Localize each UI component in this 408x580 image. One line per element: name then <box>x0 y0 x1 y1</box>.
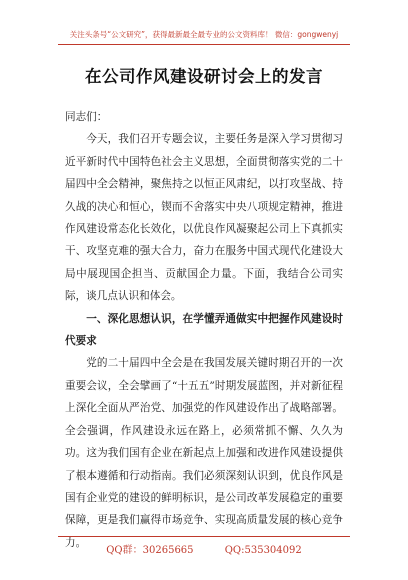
document-title: 在公司作风建设研讨会上的发言 <box>85 67 323 86</box>
section-heading-1: 一、深化思想认识，在学懂弄通做实中把握作风建设时代要求 <box>65 312 343 348</box>
footer-divider <box>58 536 350 537</box>
intro-paragraph: 今天，我们召开专题会议，主要任务是深入学习贯彻习近平新时代中国特色社会主义思想，全面贯彻落实党的二十届四中全会精神，聚焦持之以恒正风肃纪，以打攻坚战、持久战的决心和恒心，锲而不舍落实中央八项规定精神，推进作风建设常态化长效化，以优良作风凝聚起公司上下真抓实干、攻坚克难的强大合力，奋力在服务中国式现代化建设大局中展现国企担当、贡献国企力量。下面，我结合公司实际，谈几点认识和体会。 <box>65 133 343 303</box>
salutation: 同志们： <box>65 111 108 123</box>
footer-qq: QQ:535304092 <box>224 545 302 556</box>
document-body <box>65 106 343 554</box>
footer-contact <box>0 541 408 556</box>
section-paragraph-1: 党的二十届四中全会是在我国发展关键时期召开的一次重要会议，全会擘画了“十五五”时期发展蓝图，并对新征程上深化全面从严治党、加强党的作风建设作出了战略部署。全会强调，作风建设永远在路上，必须常抓不懈、久久为功。这为我们国有企业在新起点上加强和改进作风建设提供了根本遵循和行动指南。我们必须深刻认识到，优良作风是国有企业党的建设的鲜明标识，是公司改革发展稳定的重要保障，更是我们赢得市场竞争、实现高质量发展的核心竞争力。 <box>65 357 343 549</box>
header-divider <box>58 44 350 45</box>
footer-qq-group: QQ群：30265665 <box>106 545 194 556</box>
header-banner: 关注头条号“公文研究”，获得最新最全最专业的公文资料库！ 微信：gongwenyj <box>69 30 339 39</box>
